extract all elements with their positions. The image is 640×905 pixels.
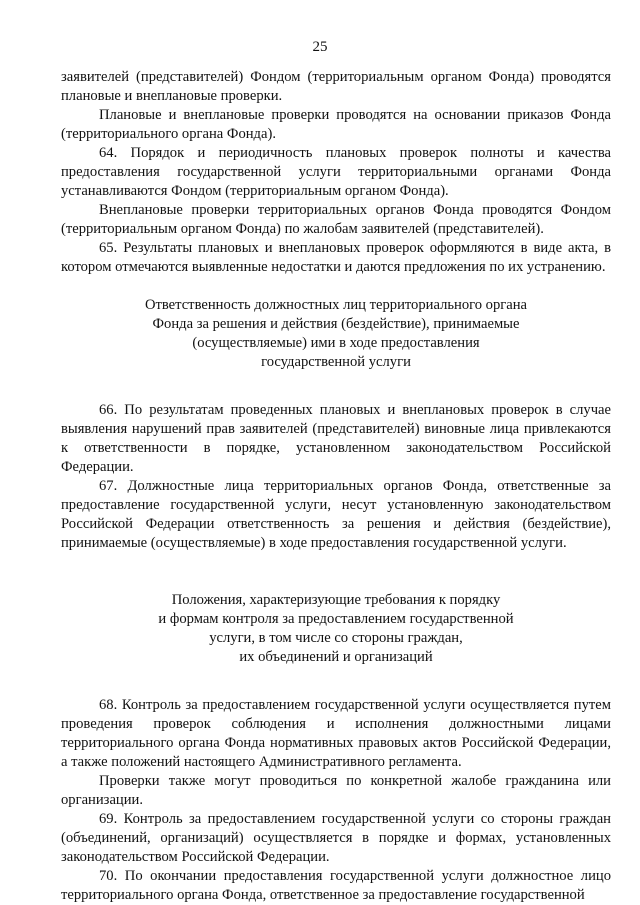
paragraph: Плановые и внеплановые проверки проводятся на основании приказов Фонда (территориального органа Фонда). bbox=[61, 107, 611, 142]
document-body bbox=[61, 68, 611, 905]
paragraph: Внеплановые проверки территориальных органов Фонда проводятся Фондом (территориальным органом Фонда) по жалобам заявителей (представителей). bbox=[61, 202, 611, 237]
page-number: 25 bbox=[312, 39, 328, 55]
paragraph: заявителей (представителей) Фондом (территориальным органом Фонда) проводятся плановые и внеплановые проверки. bbox=[61, 69, 611, 104]
paragraph-64: 64. Порядок и периодичность плановых проверок полноты и качества предоставления государственной услуги территориальными органами Фонда устанавливаются Фондом (территориальным органом Фонда). bbox=[61, 145, 611, 199]
paragraph-66: 66. По результатам проведенных плановых и внеплановых проверок в случае выявления нарушений прав заявителей (представителей) виновные лица привлекаются к ответственности в порядке, установленном законодательством Российской Федерации. bbox=[61, 402, 611, 475]
paragraph-70: 70. По окончании предоставления государственной услуги должностное лицо территориального органа Фонда, ответственное за предоставление государственной bbox=[61, 868, 611, 903]
heading-line: Ответственность должностных лиц территориального органа bbox=[144, 297, 528, 313]
heading-line: услуги, в том числе со стороны граждан, bbox=[209, 630, 463, 646]
section-heading-responsibility bbox=[61, 296, 611, 372]
paragraph-67: 67. Должностные лица территориальных органов Фонда, ответственные за предоставление государственной услуги, несут установленную законодательством Российской Федерации ответственность за решения и действия (бездействие), принимаемые (осуществляемые) в ходе предоставления государственной услуги. bbox=[61, 478, 611, 551]
heading-line: государственной услуги bbox=[261, 354, 411, 370]
paragraph-65: 65. Результаты плановых и внеплановых проверок оформляются в виде акта, в котором отмечаются выявленные недостатки и даются предложения по их устранению. bbox=[61, 240, 611, 275]
paragraph-69: 69. Контроль за предоставлением государственной услуги со стороны граждан (объединений, организаций) осуществляется в порядке и формах, установленных законодательством Российской Федерации. bbox=[61, 811, 611, 865]
heading-line: и формам контроля за предоставлением государственной bbox=[158, 611, 514, 627]
paragraph-68: 68. Контроль за предоставлением государственной услуги осуществляется путем проведения проверок соблюдения и исполнения должностными лицами территориального органа Фонда нормативных правовых актов Российской Федерации, а также положений настоящего Административного регламента. bbox=[61, 697, 611, 770]
section-heading-control bbox=[61, 591, 611, 667]
heading-line: Положения, характеризующие требования к порядку bbox=[171, 592, 501, 608]
heading-line: их объединений и организаций bbox=[239, 649, 433, 665]
heading-line: Фонда за решения и действия (бездействие), принимаемые bbox=[152, 316, 520, 332]
paragraph: Проверки также могут проводиться по конкретной жалобе гражданина или организации. bbox=[61, 773, 611, 808]
heading-line: (осуществляемые) ими в ходе предоставления bbox=[192, 335, 480, 351]
